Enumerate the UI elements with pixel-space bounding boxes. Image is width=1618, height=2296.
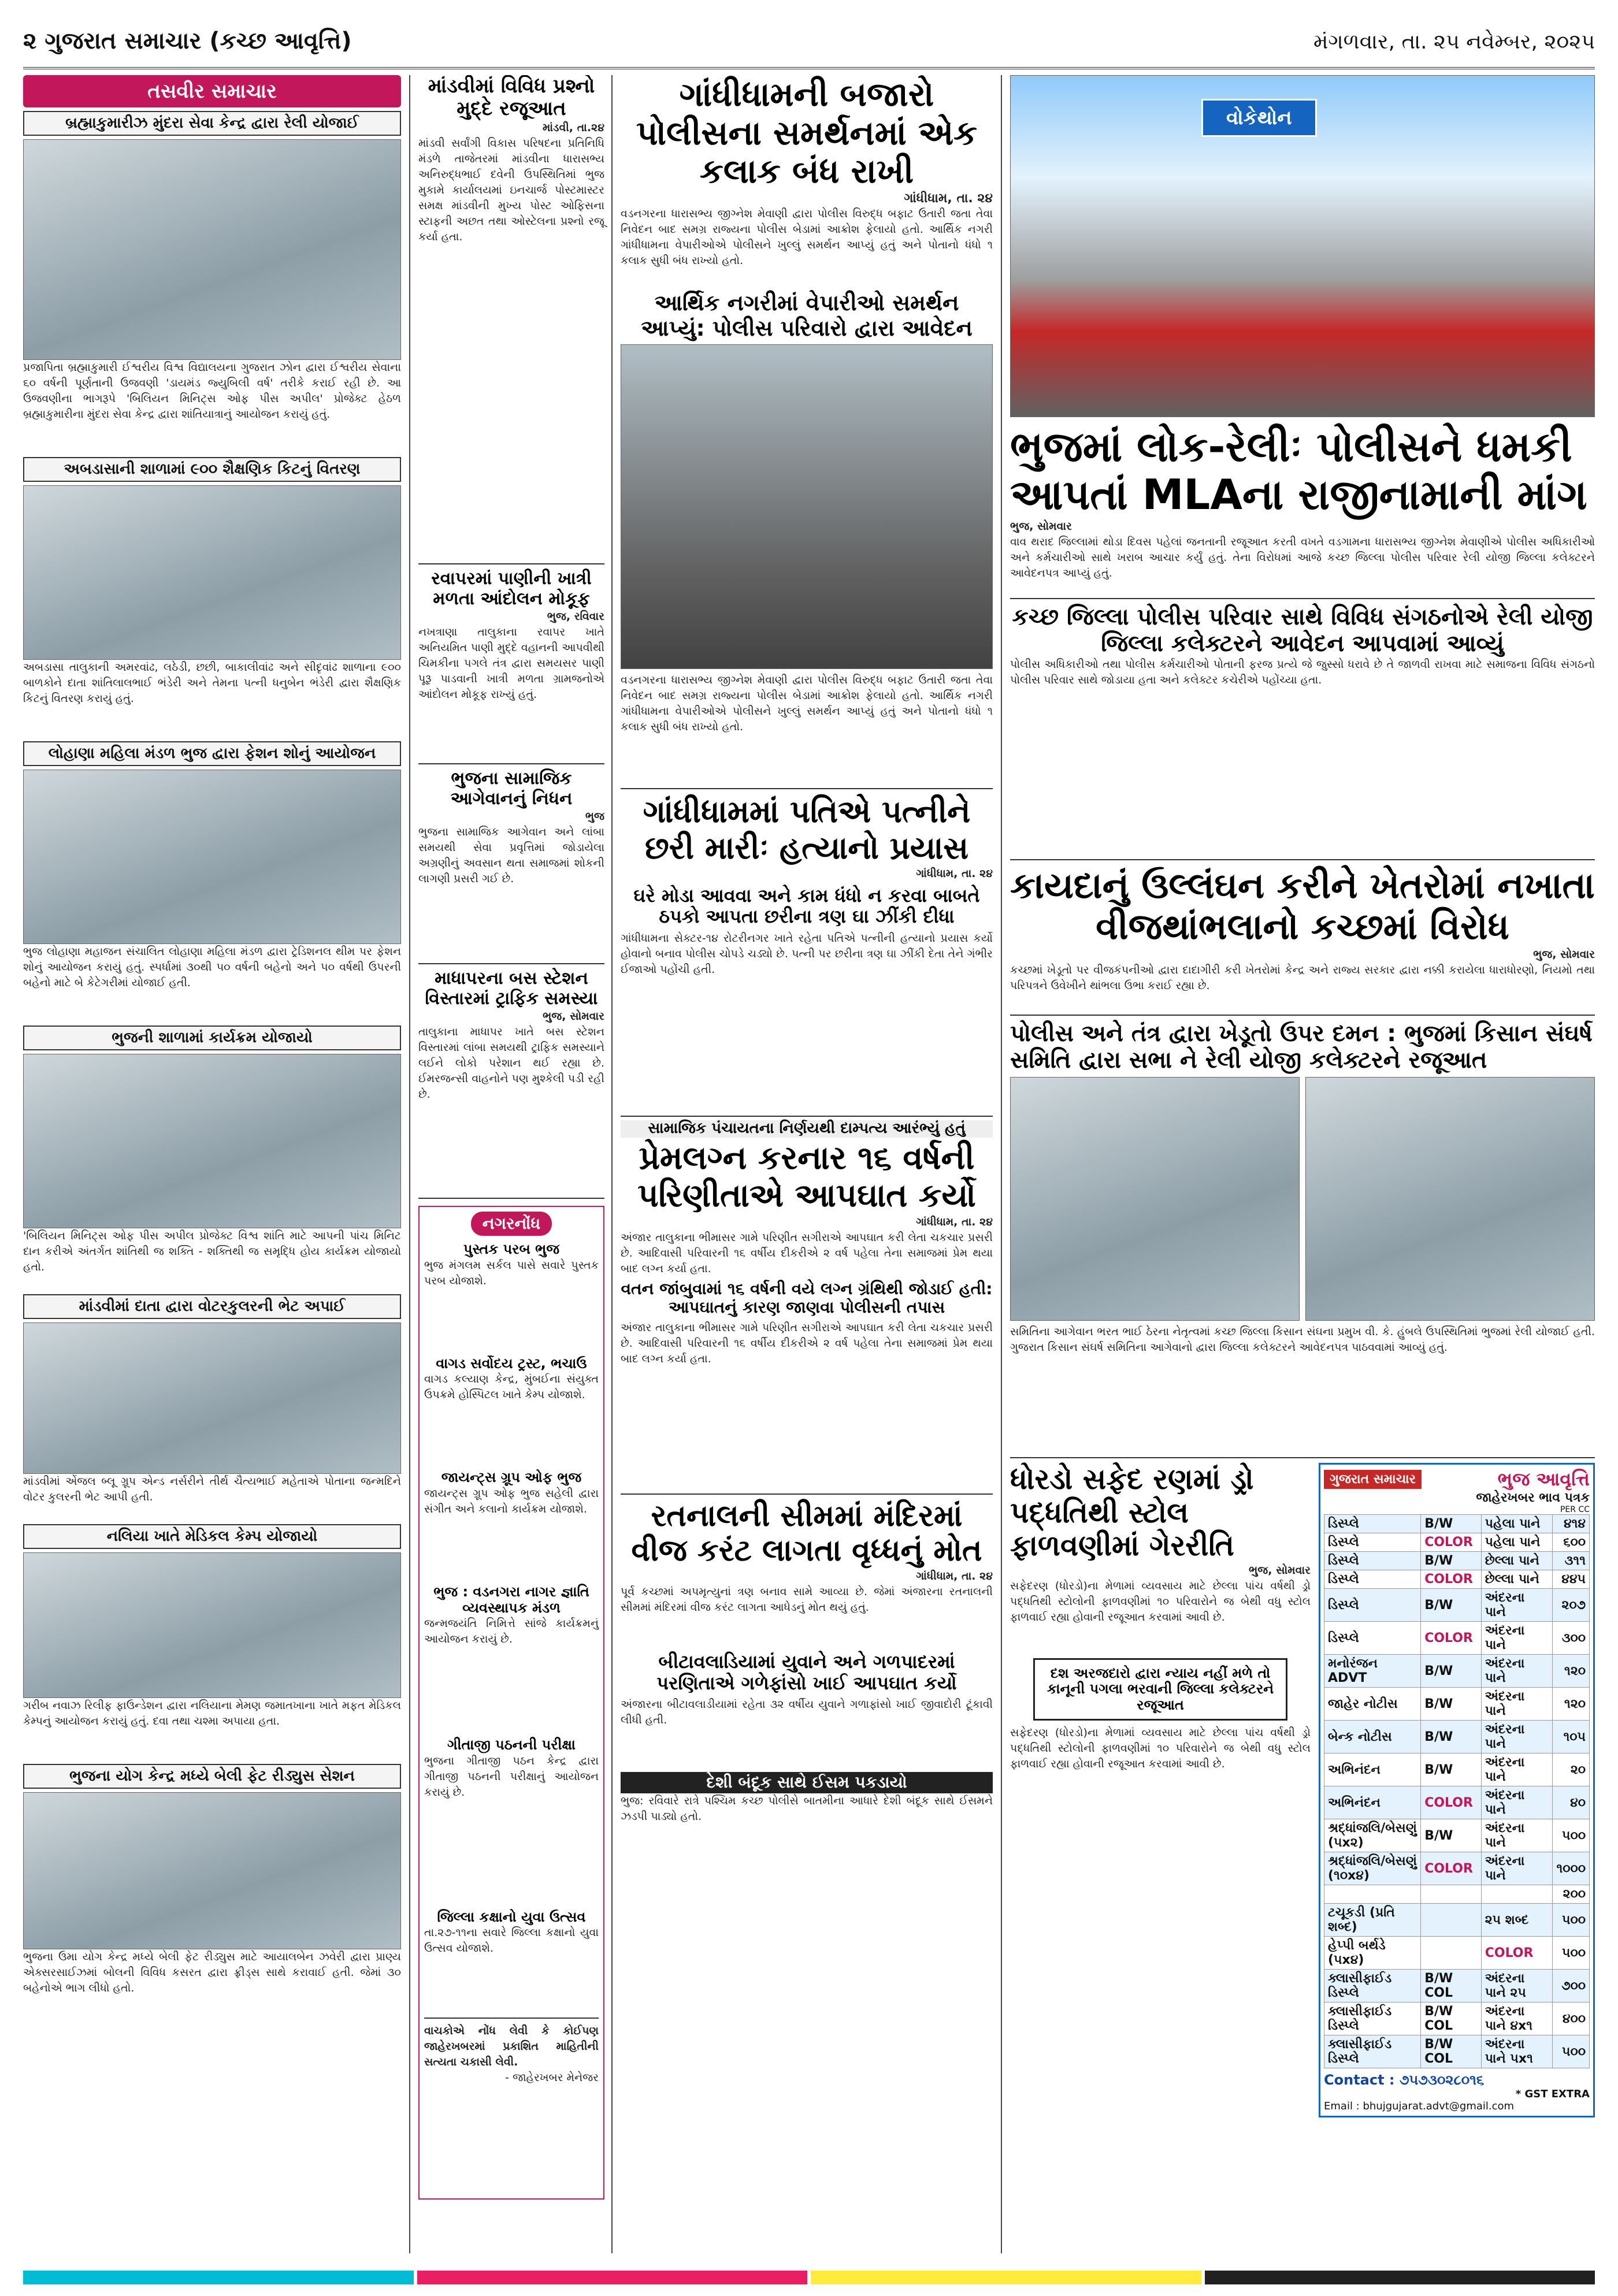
rate-row (1324, 1570, 1590, 1589)
dhordo-text: સફેદરણ (ધોરડો)ના મેળામાં વ્યવસાય માટે છેલ્લા પાંચ વર્ષથી ડ્રો પદ્ધતિથી સ્ટોલોની ફાળવણીમાં ૧૦ પરિવારોને જ બેથી વધુ સ્ટોલ ફાળવાઈ રહ્યા હોવાની રજૂઆત કરવામાં આવી છે. (1010, 1579, 1311, 1623)
rate-cell: COLOR (1421, 1570, 1482, 1589)
rate-row (1324, 1904, 1590, 1937)
nagar-item (424, 1737, 599, 1904)
dhordo-dateline: ભુજ, સોમવાર (1249, 1563, 1311, 1577)
rate-cell: જાહેર નોટીસ (1324, 1688, 1421, 1721)
protest-headline: કાયદાનું ઉલ્લંઘન કરીને ખેતરોમાં નખાતા વીજથાંભલાનો કચ્છમાં વિરોધ (1010, 864, 1595, 948)
story-kicker: સામાજિક પંચાયતના નિર્ણયથી દામ્પત્ય આરંભ્યું હતું (621, 1120, 993, 1138)
photo-farmer-rally (1305, 1077, 1595, 1321)
rate-cell: અંદરના પાને ૨૫ (1481, 1970, 1553, 2003)
photo-yoga (23, 1792, 401, 1949)
dhordo-headline: ધોરડો સફેદ રણમાં ડ્રો પદ્ધતિથી સ્ટોલ ફાળવણીમાં ગેરરીતિ (1010, 1462, 1254, 1563)
rate-cell: ૭૦૦ (1553, 1970, 1590, 2003)
divider (1010, 598, 1595, 599)
rate-cell: છેલ્લા પાને (1481, 1570, 1553, 1589)
rate-cell: ૧૦૫ (1553, 1721, 1590, 1753)
dhordo-body: સફેદરણ (ધોરડો)ના મેળામાં વ્યવસાય માટે છેલ્લા પાંચ વર્ષથી ડ્રો પદ્ધતિથી સ્ટોલોની ફાળવણીમાં ૧૦ પરિવારોને જ બેથી વધુ સ્ટોલ ફાળવાઈ રહ્યા હોવાની રજૂઆત કરવામાં આવી છે. (1010, 1726, 1311, 1771)
story-headline: પ્રેમલગ્ન કરનાર ૧૬ વર્ષની પરિણીતાએ આપઘાત કર્યો (637, 1139, 976, 1214)
ad-gst: * GST EXTRA (1515, 2088, 1590, 2101)
divider (418, 763, 604, 764)
ad-brand: ગુજરાત સમાચાર (1324, 1470, 1422, 1489)
ad-email: Email : bhujgujarat.advt@gmail.com (1324, 2100, 1515, 2113)
nagar-head: વાગડ સર્વોદય ટ્રસ્ટ, ભચાઉ (436, 1355, 587, 1372)
masthead-left: ૨ ગુજરાત સમાચાર (કચ્છ આવૃત્તિ) (23, 28, 352, 54)
divider (621, 1493, 993, 1495)
story-text: માંડવી સર્વાંગી વિકાસ પરિષદના પ્રતિનિધિ મંડળે તાજેતરમાં માંડવીના ધારાસભ્ય અનિરુદ્ધભાઈ દવેની ઉપસ્થિતિમાં ભુજ મુકામે કાર્યાલયમાં ઇનચાર્જ પોસ્ટમાસ્ટર સમક્ષ માંડવીની મુખ્ય પોસ્ટ ઓફિસના સ્ટાફની અછત તથા ઓસ્ટેલના પ્રશ્નો રજૂ કર્યા હતા. (418, 137, 604, 244)
ad-contact: Contact : ૭૫૭૩૦૨૮૦૧૬ (1324, 2072, 1485, 2089)
story-text: પૂર્વ કચ્છમાં અપમૃત્યુનાં ત્રણ બનાવ સામે આવ્યા છે. જેમાં અંજારના રતનાલની સીમમાં મંદિરમાં વીજ કરંટ લાગતા આધેડનું મોત થયું હતું. (621, 1585, 993, 1614)
rate-cell: ૫૦૦ (1553, 1937, 1590, 1970)
rate-cell: B/W COL (1421, 2035, 1482, 2068)
rate-cell (1481, 1885, 1553, 1904)
rate-cell: અંદરના પાને (1481, 1753, 1553, 1786)
photo-closed-market (621, 344, 993, 669)
photo-item (23, 1026, 401, 1291)
rate-cell: ૫૦૦ (1553, 2035, 1590, 2068)
photo-cooler (23, 1322, 401, 1474)
lead-body: વડનગરના ધારાસભ્ય જીગ્નેશ મેવાણી દ્વારા પોલીસ વિરુદ્ધ બફાટ ઉતારી જતા તેવા નિવેદન બાદ સમગ્ર રાજ્યના પોલીસ બેડામાં આક્રોશ ફેલાયો હતો. આર્થિક નગરી ગાંધીધામના વેપારીઓએ પોલીસને ખુલ્લું સમર્થન આપ્યું હતું અને પોતાનો ધંધો ૧ કલાક સુધી બંધ રાખ્યો હતો. (621, 674, 993, 734)
lead-subhead: આર્થિક નગરીમાં વેપારીઓ સમર્થન આપ્યું: પોલીસ પરિવારો દ્વારા આવેદન (641, 290, 973, 341)
lead-headline: ગાંધીધામની બજારો પોલીસના સમર્થનમાં એક કલાક બંધ રાખી (636, 75, 978, 191)
rate-cell: ડિસ્પ્લે (1324, 1533, 1421, 1552)
story-text: ભુજ: રવિવારે રાત્રે પશ્ચિમ કચ્છ પોલીસે બાતમીના આધારે દેશી બંદૂક સાથે ઈસમને ઝડપી પાડ્યો હતો. (621, 1794, 993, 1823)
photo-caption: બ્રહ્માકુમારીઝ મુંદરા સેવા કેન્દ્ર દ્વારા રેલી યોજાઈ (23, 111, 401, 136)
story-headline: રતનાલની સીમમાં મંદિરમાં વીજ કરંટ લાગતા વૃધ્ધનું મોત (631, 1499, 982, 1569)
nagar-text: ભુજના ગીતાજી પઠન કેન્દ્ર દ્વારા ગીતાજી પઠનની પરીક્ષાનું આયોજન કરાયું છે. (424, 1754, 599, 1799)
rate-cell: ૧૨૦ (1553, 1688, 1590, 1721)
masthead-date: મંગળવાર, તા. ૨૫ નવેમ્બર, ૨૦૨૫ (1313, 30, 1595, 54)
divider (621, 788, 993, 789)
rally-text: વાવ થરાદ જિલ્લામાં થોડા દિવસ પહેલાં જનતાની રજૂઆત કરતી વખતે વડગામના ધારાસભ્ય જીગ્નેશ મેવાણીએ પોલીસ અધિકારીઓ અને કર્મચારીઓ સાથે ખરાબ આચાર કર્યું હતું. તેના વિરોધમાં આજે કચ્છ જિલ્લા પોલીસ પરિવાર રેલી યોજી જિલ્લા કલેક્ટરને આવેદનપત્ર આપ્યું હતું. (1010, 535, 1595, 579)
story (418, 969, 604, 1198)
rate-cell: પહેલા પાને (1481, 1515, 1553, 1533)
story-headline: બીટાવલાડિયામાં યુવાને અને ગળપાદરમાં પરણિતાએ ગળેફાંસો ખાઈ આપઘાત કર્યો (656, 1650, 957, 1694)
story-subhead: વતન જાંબુવામાં ૧૬ વર્ષની વયે લગ્ન ગ્રંથિથી જોડાઈ હતી: આપઘાતનું કારણ જાણવા પોલીસની તપાસ (621, 1279, 993, 1317)
rate-row (1324, 1852, 1590, 1885)
story-dateline: ગાંધીધામ, તા. ૨૪ (916, 867, 993, 880)
rate-cell: ૩૧૧ (1553, 1552, 1590, 1570)
rate-cell: શ્રદ્ધાંજલિ/બેસણું (૫x૨) (1324, 1819, 1421, 1852)
rate-cell: B/W (1421, 1515, 1482, 1533)
divider (424, 2018, 599, 2019)
photo-caption: નલિયા ખાતે મેડિકલ કેમ્પ યોજાયો (23, 1524, 401, 1549)
lead-dateline: ગાંધીધામ, તા. ૨૪ (904, 191, 993, 206)
rate-row (1324, 1552, 1590, 1570)
divider (621, 1116, 993, 1117)
ad-rate-card (1319, 1463, 1595, 2117)
rate-cell: B/W (1421, 1688, 1482, 1721)
nagar-text: વાગડ કલ્યાણ કેન્દ્ર, મુંબઈના સંયુક્ત ઉપક્રમે હોસ્પિટલ ખાતે કેમ્પ યોજાશે. (424, 1373, 599, 1402)
nagarnondh-title: નગરનોંધ (471, 1212, 552, 1236)
story-headline: દેશી બંદૂક સાથે ઈસમ પકડાયો (621, 1772, 993, 1793)
photo-caption: અબડાસાની શાળામાં ૯૦૦ શૈક્ષણિક કિટનું વિતરણ (23, 457, 401, 482)
story-headline: ગાંધીધામમાં પતિએ પત્નીને છરી મારીઃ હત્યાનો પ્રયાસ (643, 793, 971, 866)
rate-cell: B/W (1421, 1753, 1482, 1786)
rate-cell: ૨૦૦ (1553, 1885, 1590, 1904)
rate-cell: COLOR (1421, 1852, 1482, 1885)
rate-cell: ૧૦૦૦ (1553, 1852, 1590, 1885)
rate-cell: ૨૫ શબ્દ (1481, 1904, 1553, 1937)
rate-cell: અંદરના પાને ૫x૧ (1481, 2035, 1553, 2068)
story-text: તાલુકાના માધાપર ખાતે બસ સ્ટેશન વિસ્તારમાં લાંબા સમયથી ટ્રાફિક સમસ્યાને લઈને લોકો પરેશાન થઈ રહ્યા છે. ઈમરજન્સી વાહનોને પણ મુશ્કેલી પડી રહી છે. (418, 1026, 604, 1101)
rate-cell (1421, 1885, 1482, 1904)
rate-cell: ૩૦૦ (1553, 1622, 1590, 1655)
rate-row (1324, 1589, 1590, 1622)
photo-caption: ભુજની શાળામાં કાર્યક્રમ યોજાયો (23, 1026, 401, 1050)
rate-cell: અંદરના પાને ૪x૧ (1481, 2003, 1553, 2035)
farmer-photos (1010, 1077, 1595, 1321)
rate-row (1324, 1533, 1590, 1552)
story-dateline: ભુજ, સોમવાર (543, 1010, 604, 1023)
photo-item (23, 1764, 401, 1996)
nagar-text: જન્મજયંતિ નિમિત્તે સાંજે કાર્યક્રમનું આયોજન કરાયું છે. (424, 1617, 599, 1646)
story-subhead: ઘરે મોડા આવવા અને કામ ધંધો ન કરવા બાબતે ઠપકો આપતા છરીના ત્રણ ઘા ઝીંકી દીધા (633, 884, 980, 928)
rate-row (1324, 2035, 1590, 2068)
section-title: તસવીર સમાચાર (23, 75, 401, 107)
rate-cell: ૪૦ (1553, 1786, 1590, 1819)
rate-cell: ક્લાસીફાઈડ ડિસ્પ્લે (1324, 1970, 1421, 2003)
nagar-item (424, 1909, 599, 2018)
rate-cell: ડિસ્પ્લે (1324, 1570, 1421, 1589)
story-text: નખત્રાણા તાલુકાના રવાપર ખાતે અનિયમિત પાણી મુદ્દે વહાનની આપવીથી ચિમકીના પગલે તંત્ર દ્વારા સમયસર પાણી પૂરૂ પાડવાની ખાત્રી મળતા ગ્રામજનોએ આંદોલન મોકૂફ રાખ્યું હતું. (418, 626, 604, 701)
photo-news-column (23, 75, 410, 2253)
rate-cell: બેન્ક નોટીસ (1324, 1721, 1421, 1753)
story-title: માંડવીમાં વિવિધ પ્રશ્નો મુદ્દે રજૂઆત (428, 75, 595, 121)
story-dateline: ગાંધીધામ, તા. ૨૪ (916, 1569, 993, 1582)
ad-rate-header (1324, 1468, 1590, 1491)
nagar-item (424, 1242, 599, 1350)
rate-cell: અભિનંદન (1324, 1786, 1421, 1819)
color-registration-bar (23, 2271, 1595, 2284)
divider (418, 963, 604, 964)
nagar-text: તા.૨૭-૧૧ના સવારે જિલ્લા કક્ષાનો યુવા ઉત્સવ યોજાશે. (424, 1926, 599, 1955)
walkathon-banner: વોકેથોન (1201, 99, 1317, 137)
story-body: અંજાર તાલુકાના ભીમાસર ગામે પરિણીત સગીરાએ આપઘાત કરી લેતા ચકચાર પ્રસરી છે. આદિવાસી પરિવારની ૧૬ વર્ષીય દીકરીએ ૨ વર્ષ પહેલા તેના સમાજમાં પ્રેમ થયા બાદ લગ્ન કર્યા હતા. (621, 1321, 993, 1366)
rate-cell: COLOR (1421, 1533, 1482, 1552)
rate-cell: B/W (1421, 1589, 1482, 1622)
rate-cell: ૪૪૫ (1553, 1570, 1590, 1589)
rate-cell: ટચૂકડી (પ્રતિ શબ્દ) (1324, 1904, 1421, 1937)
rate-cell: ૫૦૦ (1553, 1904, 1590, 1937)
rate-row (1324, 1753, 1590, 1786)
photo-text: અબડાસા તાલુકાની અમરવાંઢ, લઠેડી, છછી, બાકાલીવાંઢ અને સીદૃવાંઢ શાળાના ૯૦૦ બાળકોને દાતા શાંતિલાલભાઈ ભંડેરી અને તેમના પત્ની ધનુબેન ભંડેરી દ્વારા શૈક્ષણિક કિટનું વિતરણ કરાયું હતું. (23, 661, 401, 705)
rate-cell: B/W (1421, 1721, 1482, 1753)
rate-row (1324, 1721, 1590, 1753)
rate-row (1324, 1786, 1590, 1819)
rate-cell: મનોરંજન ADVT (1324, 1655, 1421, 1688)
photo-caption: માંડવીમાં દાતા દ્વારા વોટરકુલરની ભેટ અપાઈ (23, 1294, 401, 1319)
rally-dateline: ભુજ, સોમવાર (1010, 519, 1072, 533)
story-dateline: ભુજ (585, 810, 604, 823)
magenta-mark (417, 2271, 808, 2284)
rate-row (1324, 1622, 1590, 1655)
gandhidham-column (621, 75, 1002, 2253)
rate-cell: છેલ્લા પાને (1481, 1552, 1553, 1570)
rate-cell: ડિસ્પ્લે (1324, 1552, 1421, 1570)
story (418, 75, 604, 563)
story-text: ગાંધીધામના સેક્ટર-૧૪ રોટરીનગર ખાતે રહેતા પતિએ પત્નીની હત્યાનો પ્રયાસ કર્યો હોવાનો બનાવ પોલીસ ચોપડે ચડ્યો છે. પત્ની પર છરીના ત્રણ ઘા ઝીંકી દેતા તેને ગંભીર ઈજાઓ પહોંચી હતી. (621, 932, 993, 976)
rate-row (1324, 1515, 1590, 1533)
ad-subtitle: જાહેરખબર ભાવ પત્રક (1476, 1491, 1590, 1506)
story-text: અંજાર તાલુકાના ભીમાસર ગામે પરિણીત સગીરાએ આપઘાત કરી લેતા ચકચાર પ્રસરી છે. આદિવાસી પરિવારની ૧૬ વર્ષીય દીકરીએ ૨ વર્ષ પહેલા તેના સમાજમાં પ્રેમ થયા બાદ લગ્ન કર્યા હતા. (621, 1231, 993, 1275)
story-title: માધાપરના બસ સ્ટેશન વિસ્તારમાં ટ્રાફિક સમસ્યા (425, 968, 598, 1009)
photo-medical (23, 1552, 401, 1698)
rate-cell: અંદરના પાને (1481, 1622, 1553, 1655)
photo-item (23, 1524, 401, 1760)
rate-row (1324, 1885, 1590, 1904)
story-dateline: માંડવી, તા.૨૪ (542, 121, 604, 135)
photo-text: ભુજ લોહાણા મહાજન સંચાલિત લોહાણા મહિલા મંડળ દ્વારા ટ્રેડિશનલ થીમ પર ફેશન શોનું આયોજન કરાયું હતું. સ્પર્ધામાં ૩૦થી ૫૦ વર્ષની બહેનો અને ૫૦ વર્ષથી ઉપરની બહેનો માટે બે કેટેગરીમાં યોજાઈ હતી. (23, 945, 401, 989)
rate-row (1324, 1937, 1590, 1970)
rate-cell: COLOR (1421, 1622, 1482, 1655)
rate-cell: B/W COL (1421, 1970, 1482, 2003)
ad-unit: PER CC (1560, 1505, 1590, 1515)
nagar-item (424, 1470, 599, 1578)
black-mark (1205, 2271, 1595, 2284)
farmer-text: સમિતિના આગેવાન ભરત ભાઈ ઠેરના નેતૃત્વમાં કચ્છ જિલ્લા કિસાન સંઘના પ્રમુખ વી. કે. હુંબલે ઉપસ્થિતિમાં ભુજમાં રેલી યોજાઈ હતી. ગુજરાત કિસાન સંઘર્ષ સમિતિના આગેવાનો દ્વારા જિલ્લા કલેક્ટરને આવેદનપત્ર પાઠવવામાં આવ્યું હતું. (1010, 1325, 1595, 1354)
rate-cell: ૬૦૦ (1553, 1533, 1590, 1552)
rate-row (1324, 1655, 1590, 1688)
rate-cell: શ્રદ્ધાંજલિ/બેસણું (૧૦x૪) (1324, 1852, 1421, 1885)
rate-cell: અંદરના પાને (1481, 1589, 1553, 1622)
nagar-head: પુસ્તક પરબ ભુજ (463, 1241, 560, 1258)
rate-cell: અંદરના પાને (1481, 1688, 1553, 1721)
rate-cell: ૧૨૦ (1553, 1655, 1590, 1688)
photo-police-rally (1010, 75, 1595, 417)
photo-rally (23, 139, 401, 360)
ad-disclaimer: વાચકોએ નોંધ લેવી કે કોઈપણ જાહેરખબરમાં પ્રકાશિત માહિતીની સત્યતા ચકાસી લેવી. (424, 2024, 599, 2069)
protest-text: કચ્છમાં ખેડૂતો પર વીજકંપનીઓ દ્વારા દાદાગીરી કરી ખેતરોમાં કેન્દ્ર અને રાજ્ય સરકાર દ્વારા નક્કી કરાયેલા ધારાધોરણો, નિયમો તથા પરિપત્રને ઉવેખીને થાંભલા ઉભા કરાઈ રહ્યા છે. (1010, 964, 1595, 993)
story-text: અંજારના બીટાવલાડીયામાં રહેતા ૩૨ વર્ષીય યુવાને ગળાફાંસો ખાઈ જીવાદોરી ટૂંકાવી લીધી હતી. (621, 1698, 993, 1727)
rate-cell: B/W (1421, 1655, 1482, 1688)
photo-farmer-meeting (1010, 1077, 1300, 1321)
rate-cell: COLOR (1481, 1937, 1553, 1970)
rally-headline: ભુજમાં લોક-રેલીઃ પોલીસને ધમકી આપતાં MLAના રાજીનામાની માંગ (1010, 422, 1587, 519)
rate-cell: COLOR (1421, 1786, 1482, 1819)
story-text: ભુજના સામાજિક આગેવાન અને લાંબા સમયથી સેવા પ્રવૃત્તિમાં જોડાયેલા અગ્રણીનું અવસાન થતા સમાજમાં શોકની લાગણી પ્રસરી ગઈ છે. (418, 826, 604, 886)
photo-fashion (23, 770, 401, 944)
photo-item (23, 1294, 401, 1521)
photo-text: 'બિલિયન મિનિટ્સ ઓફ પીસ અપીલ પ્રોજેક્ટ વિશ્વ શાંતિ માટે આપની પાંચ મિનિટ દાન કરીએ અંતર્ગત શાંતિથી જ શક્તિ - શક્તિથી જ સમૃદ્ધિ હોય કાર્યક્રમ યોજાયો હતો. (23, 1229, 401, 1273)
rate-cell: B/W COL (1421, 2003, 1482, 2035)
rate-cell: ૫૦૦ (1553, 1819, 1590, 1852)
rate-row (1324, 1688, 1590, 1721)
bottom-row (1010, 1463, 1595, 2117)
rate-cell: ૪૦૦ (1553, 2003, 1590, 2035)
story-title: રવાપરમાં પાણીની ખાત્રી મળતા આંદોલન મોકૂફ (431, 569, 592, 609)
nagar-head: ભુજ : વડનગરા નાગર જ્ઞાતિ વ્યવસ્થાપક મંડળ (433, 1583, 589, 1616)
ad-disclaimer-sign: - જાહેરખબર મેનેજર (505, 2071, 599, 2085)
divider (1010, 1015, 1595, 1016)
rate-cell: અંદરના પાને (1481, 1655, 1553, 1688)
nagarnondh-box (418, 1206, 604, 2200)
divider (418, 563, 604, 564)
rate-row (1324, 2003, 1590, 2035)
dhordo-box: દશ અરજદારો દ્વારા ન્યાય નહીં મળે તો કાનૂની પગલા ભરવાની જિલ્લા કલેક્ટરને રજૂઆત (1033, 1658, 1287, 1721)
rate-row (1324, 1970, 1590, 2003)
photo-text: માંડવીમાં એંજલ બ્લૂ ગ્રૂપ એન્ડ નર્સરીને તીર્થ ચૈત્યભાઈ મહેતાએ પોતાના જન્મદિને વોટર કુલરની ભેટ આપી હતી. (23, 1475, 401, 1503)
rate-cell: ૨૦૭ (1553, 1589, 1590, 1622)
photo-school (23, 1054, 401, 1228)
story-dateline: ભુજ, રવિવાર (547, 610, 604, 623)
rate-cell (1421, 1937, 1482, 1970)
nagar-item (424, 1584, 599, 1732)
kutch-headline: કચ્છ જિલ્લા પોલીસ પરિવાર સાથે વિવિધ સંગઠનોએ રેલી યોજી જિલ્લા કલેક્ટરને આવેદન આપવામાં આવ્યું (1012, 603, 1593, 657)
rate-cell: B/W (1421, 1552, 1482, 1570)
rate-cell: ડિસ્પ્લે (1324, 1515, 1421, 1533)
rate-cell: ક્લાસીફાઈડ ડિસ્પ્લે (1324, 2003, 1421, 2035)
photo-caption: લોહાણા મહિલા મંડળ ભુજ દ્વારા ફેશન શોનું આયોજન (23, 741, 401, 766)
photo-text: ગરીબ નવાઝ રિલીફ ફાઉન્ડેશન દ્વારા નલિયાના મેમણ જમાતખાના ખાતે મફત મેડિકલ કેમ્પનું આયોજન કરાયું હતું. દવા તથા ચશ્મા અપાયા હતા. (23, 1699, 401, 1727)
divider (418, 1198, 604, 1199)
rate-cell: પહેલા પાને (1481, 1533, 1553, 1552)
nagar-item (424, 1356, 599, 1465)
rate-cell: અભિનંદન (1324, 1753, 1421, 1786)
lead-text: વડનગરના ધારાસભ્ય જીગ્નેશ મેવાણી દ્વારા પોલીસ વિરુદ્ધ બફાટ ઉતારી જતા તેવા નિવેદન બાદ સમગ્ર રાજ્યના પોલીસ બેડામાં આક્રોશ ફેલાયો હતો. આર્થિક નગરી ગાંધીધામના વેપારીઓએ પોલીસને ખુલ્લું સમર્થન આપ્યું હતું અને પોતાનો ધંધો ૧ કલાક સુધી બંધ રાખ્યો હતો. (621, 207, 993, 268)
divider (1010, 1457, 1595, 1458)
cyan-mark (23, 2271, 414, 2284)
bhuj-column (1010, 75, 1595, 2253)
rate-cell: ૪૧૪ (1553, 1515, 1590, 1533)
protest-dateline: ભુજ, સોમવાર (1533, 948, 1595, 961)
story-dateline: ગાંધીધામ, તા. ૨૪ (916, 1215, 993, 1228)
nagar-text: ભુજ મંગલમ સર્કલ પાસે સવારે પુસ્તક પરબ યોજાશે. (424, 1258, 599, 1287)
rate-row (1324, 1819, 1590, 1852)
photo-item (23, 457, 401, 738)
rate-cell: હેપ્પી બર્થડે (૫x૪) (1324, 1937, 1421, 1970)
divider (1010, 859, 1595, 860)
rate-cell: ક્લાસીફાઈડ ડિસ્પ્લે (1324, 2035, 1421, 2068)
short-news-column (418, 75, 613, 2253)
photo-caption: ભુજના યોગ કેન્દ્ર મધ્યે બેલી ફેટ રીડ્યુસ સેશન (23, 1764, 401, 1789)
rate-table (1324, 1514, 1590, 2068)
dhordo-story (1010, 1463, 1311, 2117)
rate-cell: અંદરના પાને (1481, 1819, 1553, 1852)
yellow-mark (811, 2271, 1201, 2284)
rate-cell: ડિસ્પ્લે (1324, 1589, 1421, 1622)
rate-cell: અંદરના પાને (1481, 1786, 1553, 1819)
nagar-head: જાયન્ટ્સ ગ્રૂપ ઓફ ભુજ (441, 1469, 582, 1486)
story (418, 569, 604, 763)
photo-text: ભુજના ઉમા યોગ કેન્દ્ર મધ્યે બેલી ફેટ રીડ્યુસ માટે આયાલબેન ઝવેરી દ્વારા પ્રાણ્ય એક્સરસાઈઝમાં બોલની વિવિધ કસરત દ્વારા ફ્રીડ્સ સાથે કરાવાઈ હતી. જેમાં ૩૦ બહેનોએ ભાગ લીધો હતો. (23, 1951, 401, 1994)
nagar-text: જાયન્ટ્સ ગ્રૂપ ઓફ ભુજ સહેલી દ્વારા સંગીત અને કલાનો કાર્યક્રમ યોજાશે. (424, 1487, 599, 1515)
rate-cell: B/W (1421, 1819, 1482, 1852)
ad-title: ભુજ આવૃત્તિ (1497, 1468, 1590, 1491)
nagar-head: ગીતાજી પઠનની પરીક્ષા (447, 1737, 576, 1753)
rate-cell: અંદરના પાને (1481, 1852, 1553, 1885)
photo-item (23, 111, 401, 454)
story (418, 769, 604, 963)
nagar-head: જિલ્લા કક્ષાનો યુવા ઉત્સવ (437, 1908, 586, 1925)
photo-item (23, 741, 401, 1022)
rate-cell (1421, 1904, 1482, 1937)
page-header (23, 17, 1595, 69)
kutch-text: પોલીસ અધિકારીઓ તથા પોલીસ કર્મચારીઓ પોતાની ફરજ પ્રત્યે જે જુસ્સો ધરાવે છે તે જાળવી રાખવા માટે સમાજના વિવિધ સંગઠનો પોલીસ પરિવાર સાથે જોડાયા હતા અને કલેક્ટર કચેરીએ પહોંચ્યા હતા. (1010, 657, 1595, 686)
photo-kits (23, 485, 401, 660)
photo-text: પ્રજાપિતા બ્રહ્માકુમારી ઈશ્વરીય વિશ્વ વિદ્યાલયના ગુજરાત ઝોન દ્વારા ઈશ્વરીય સેવાના ૬૦ વર્ષની પૂર્ણતાની ઉજવણી 'ડાયમંડ જ્યુબિલી વર્ષ' તરીકે કરાઈ રહી છે. આ ઉજવણીના ભાગરૂપે 'બિલિયન મિનિટ્સ ઓફ પીસ અપીલ' પ્રોજેક્ટ હેઠળ બ્રહ્માકુમારીના મુંદરા સેવા કેન્દ્ર દ્વારા શાંતિયાત્રાનું આયોજન કરાયું હતું. (23, 361, 401, 421)
rate-cell: ૨૦ (1553, 1753, 1590, 1786)
rate-cell (1324, 1885, 1421, 1904)
rate-cell: ડિસ્પ્લે (1324, 1622, 1421, 1655)
farmer-headline: પોલીસ અને તંત્ર દ્વારા ખેડૂતો ઉપર દમન : ભુજમાં કિસાન સંઘર્ષ સમિતિ દ્વારા સભા ને રેલી યોજી કલેક્ટરને રજૂઆત (1010, 1020, 1593, 1074)
rate-cell: અંદરના પાને (1481, 1721, 1553, 1753)
story-title: ભુજના સામાજિક આગેવાનનું નિધન (450, 768, 573, 809)
